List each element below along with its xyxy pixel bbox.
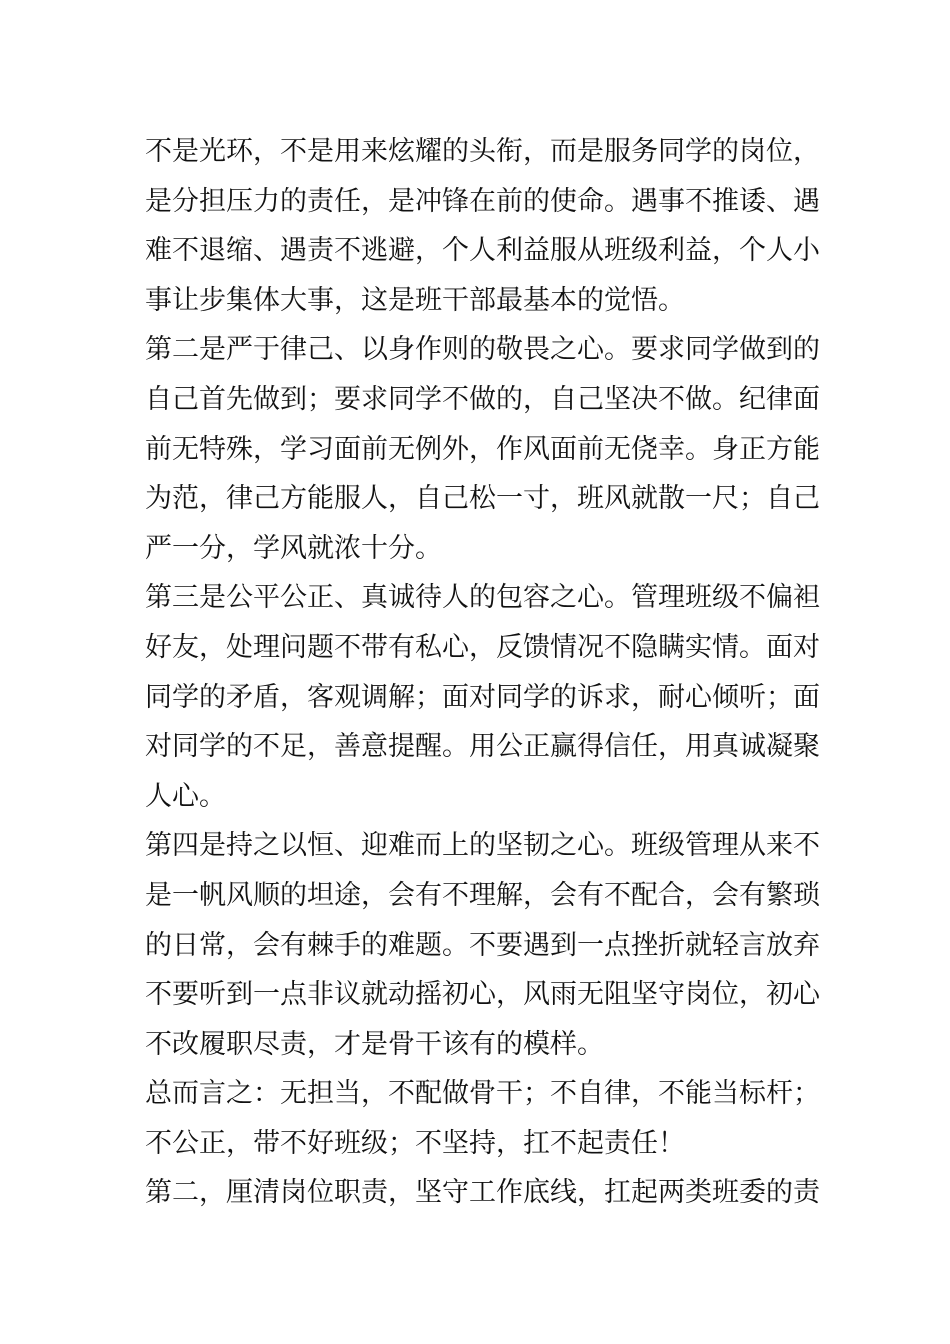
- text-line: 是一帆风顺的坦途，会有不理解，会有不配合，会有繁琐: [145, 879, 820, 911]
- text-line: 是分担压力的责任，是冲锋在前的使命。遇事不推诿、遇: [145, 185, 820, 217]
- text-line: 不公正，带不好班级；不坚持，扛不起责任！: [145, 1127, 685, 1159]
- body-text: [145, 127, 825, 1218]
- text-line: 人心。: [145, 780, 226, 812]
- text-line: 前无特殊，学习面前无例外，作风面前无侥幸。身正方能: [145, 433, 820, 465]
- text-line: 不是光环，不是用来炫耀的头衔，而是服务同学的岗位，: [145, 136, 820, 167]
- text-line: 事让步集体大事，这是班干部最基本的觉悟。: [145, 284, 685, 316]
- text-line: 好友，处理问题不带有私心，反馈情况不隐瞒实情。面对: [145, 631, 820, 663]
- text-line: 难不退缩、遇责不逃避，个人利益服从班级利益，个人小: [145, 235, 820, 267]
- text-line: 自己首先做到；要求同学不做的，自己坚决不做。纪律面: [145, 383, 820, 415]
- text-line: 第二，厘清岗位职责，坚守工作底线，扛起两类班委的责: [145, 1177, 820, 1209]
- text-line: 总而言之：无担当，不配做骨干；不自律，不能当标杆；: [145, 1078, 820, 1110]
- text-line: 不要听到一点非议就动摇初心，风雨无阻坚守岗位，初心: [145, 979, 820, 1011]
- text-line: 严一分，学风就浓十分。: [145, 532, 442, 564]
- text-line: 同学的矛盾，客观调解；面对同学的诉求，耐心倾听；面: [145, 681, 820, 713]
- text-line: 不改履职尽责，才是骨干该有的模样。: [145, 1028, 604, 1060]
- text-line: 对同学的不足，善意提醒。用公正赢得信任，用真诚凝聚: [145, 731, 820, 763]
- text-line: 的日常，会有棘手的难题。不要遇到一点挫折就轻言放弃: [145, 929, 820, 961]
- text-line: 第四是持之以恒、迎难而上的坚韧之心。班级管理从来不: [145, 830, 820, 862]
- text-line: 第二是严于律己、以身作则的敬畏之心。要求同学做到的: [145, 334, 820, 366]
- text-line: 第三是公平公正、真诚待人的包容之心。管理班级不偏袒: [145, 582, 820, 614]
- text-line: 为范，律己方能服人，自己松一寸，班风就散一尺；自己: [145, 483, 820, 515]
